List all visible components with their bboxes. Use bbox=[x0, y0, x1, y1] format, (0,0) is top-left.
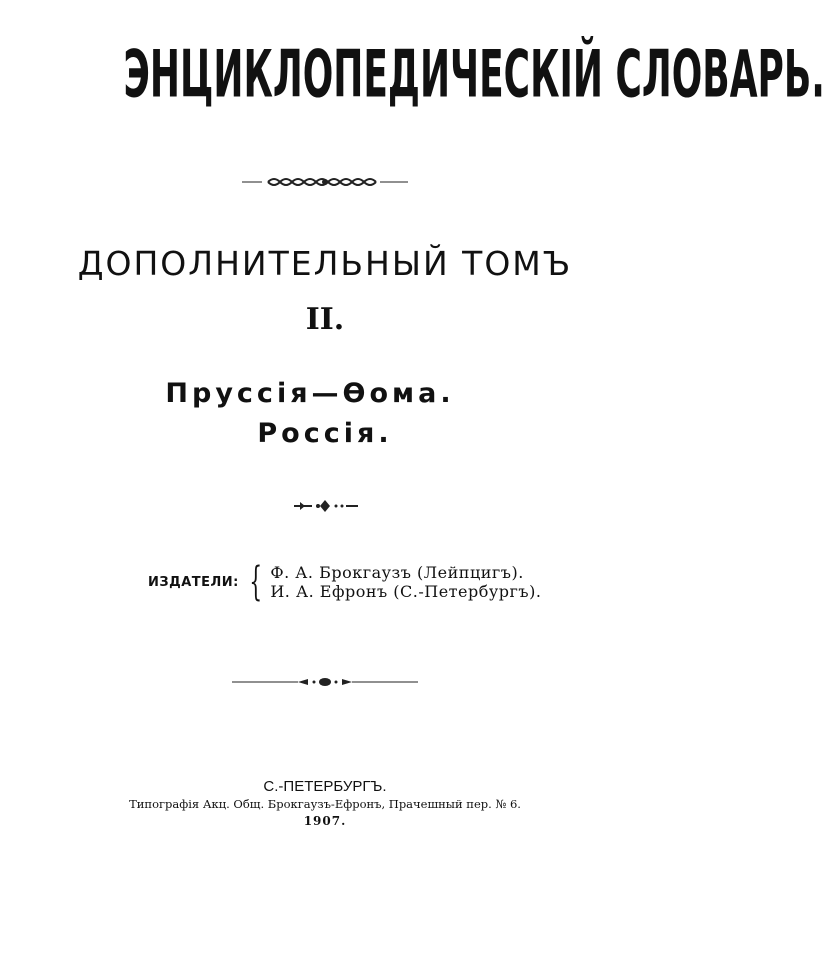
publishers-label: ИЗДАТЕЛИ: bbox=[148, 574, 239, 590]
volume-range: Пруссія—Ѳома. bbox=[165, 378, 455, 409]
encyclopedia-title: ЭНЦИКЛОПЕДИЧЕСКІЙ СЛОВАРЬ. bbox=[123, 35, 825, 113]
publisher-efron: И. А. Ефронъ (С.-Петербургъ). bbox=[270, 582, 542, 601]
ornament-divider-bottom bbox=[0, 672, 650, 692]
brace-symbol: { bbox=[249, 559, 262, 605]
volume-topic: Россія. bbox=[257, 418, 393, 449]
ornament-divider-middle bbox=[0, 496, 650, 516]
imprint-year: 1907. bbox=[303, 814, 347, 828]
publishers-block bbox=[148, 559, 542, 605]
publisher-brockhaus: Ф. А. Брокгаузъ (Лейпцигъ). bbox=[270, 563, 524, 582]
publishers-list bbox=[270, 563, 541, 601]
supplementary-volume-title: ДОПОЛНИТЕЛЬНЫЙ ТОМЪ bbox=[77, 244, 573, 283]
ornament-divider-top bbox=[0, 170, 650, 194]
imprint-city: С.-ПЕТЕРБУРГЪ. bbox=[263, 778, 387, 795]
volume-number: II. bbox=[305, 302, 345, 337]
imprint-printer: Типографія Акц. Общ. Брокгаузъ-Ефронъ, Прачешный пер. № 6. bbox=[129, 797, 521, 811]
